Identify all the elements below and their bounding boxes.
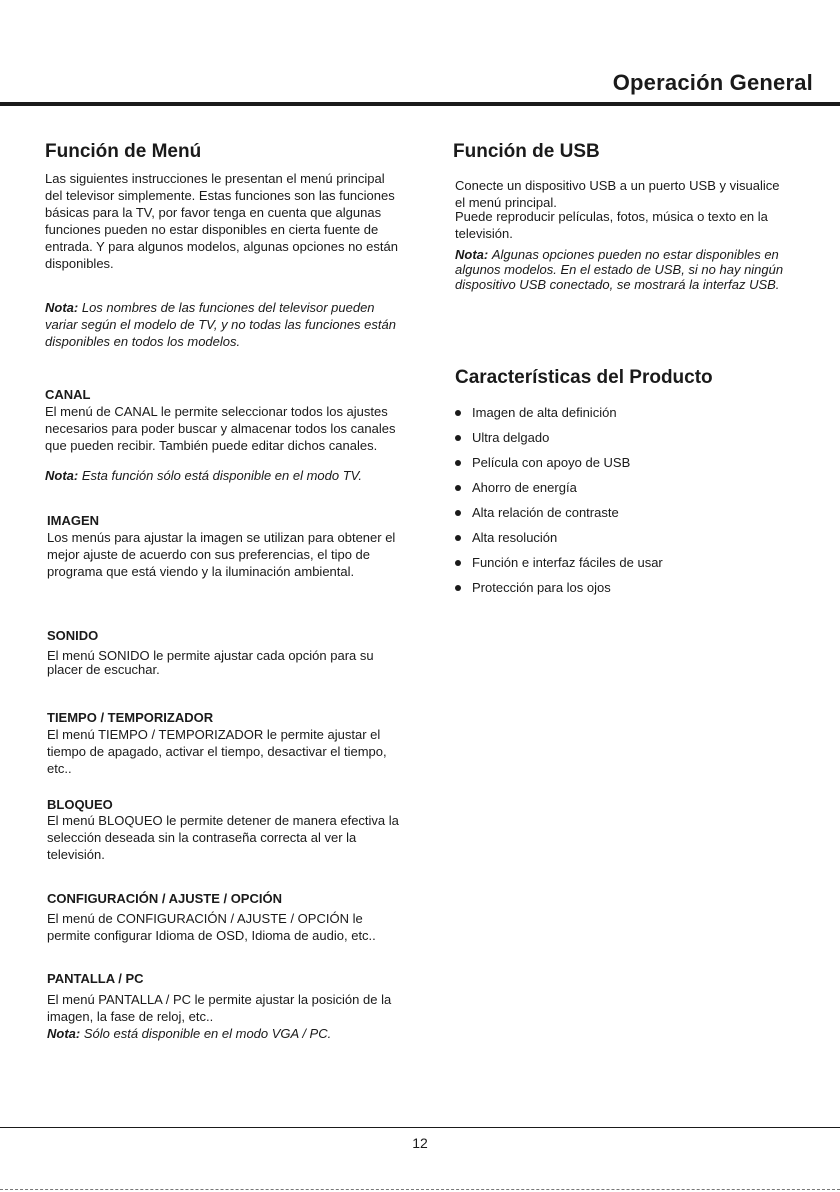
bullet-icon: [455, 460, 461, 466]
list-item: Imagen de alta definición: [455, 404, 663, 429]
imagen-title: IMAGEN: [47, 513, 99, 528]
pantalla-title: PANTALLA / PC: [47, 971, 144, 986]
bullet-icon: [455, 585, 461, 591]
canal-note-label: Nota:: [45, 468, 79, 483]
bullet-icon: [455, 485, 461, 491]
configuracion-title: CONFIGURACIÓN / AJUSTE / OPCIÓN: [47, 891, 282, 906]
list-item: Película con apoyo de USB: [455, 454, 663, 479]
usb-text-2: Puede reproducir películas, fotos, música o texto en la televisión.: [455, 209, 768, 241]
menu-intro: Las siguientes instrucciones le presentan el menú principal del televisor simplemente. Estas funciones son las funciones básicas para la TV, por favor tenga en cuenta que algunas funciones pueden no estar disponibles en cierta fuente de entrada. Y para algunos modelos, algunas opciones no están disponibles.: [45, 171, 398, 271]
usb-note-text: Algunas opciones pueden no estar disponibles en algunos modelos. En el estado de USB, si no hay ningún dispositivo USB conectado, se mostrará la interfaz USB.: [455, 247, 784, 292]
list-item: Ultra delgado: [455, 429, 663, 454]
list-item: Ahorro de energía: [455, 479, 663, 504]
menu-note-text: Los nombres de las funciones del televisor pueden variar según el modelo de TV, y no todas las funciones están disponibles en todos los modelos.: [45, 300, 396, 349]
page-title: Operación General: [612, 70, 813, 95]
bottom-dashed-line: [0, 1189, 840, 1190]
usb-note-label: Nota:: [455, 247, 489, 262]
footer-divider: [0, 1127, 840, 1128]
usb-section-title: Función de USB: [453, 141, 600, 162]
canal-note: [45, 467, 410, 484]
features-list: [455, 404, 663, 604]
list-item: Protección para los ojos: [455, 579, 663, 604]
menu-note: [45, 299, 405, 350]
canal-title: CANAL: [45, 387, 91, 402]
page-number: 12: [412, 1135, 428, 1151]
list-item: Alta resolución: [455, 529, 663, 554]
tiempo-text: El menú TIEMPO / TEMPORIZADOR le permite ajustar el tiempo de apagado, activar el tiempo, desactivar el tiempo, etc..: [47, 727, 387, 776]
menu-section-title: Función de Menú: [45, 141, 202, 162]
configuracion-text: El menú de CONFIGURACIÓN / AJUSTE / OPCIÓN le permite configurar Idioma de OSD, Idioma de audio, etc..: [47, 911, 376, 943]
bullet-icon: [455, 435, 461, 441]
bullet-icon: [455, 510, 461, 516]
bullet-icon: [455, 535, 461, 541]
menu-note-label: Nota:: [45, 300, 79, 315]
list-item: Alta relación de contraste: [455, 504, 663, 529]
sonido-text: El menú SONIDO le permite ajustar cada opción para su placer de escuchar.: [47, 648, 374, 677]
usb-text-1: Conecte un dispositivo USB a un puerto USB y visualice el menú principal.: [455, 178, 780, 210]
canal-text: El menú de CANAL le permite seleccionar todos los ajustes necesarios para poder buscar y almacenar todos los canales que pueden recibir. También puede editar dichos canales.: [45, 404, 396, 453]
features-section-title: Características del Producto: [455, 367, 713, 388]
sonido-title: SONIDO: [47, 628, 99, 643]
bloqueo-text: El menú BLOQUEO le permite detener de manera efectiva la selección deseada sin la contraseña correcta al ver la televisión.: [47, 813, 399, 862]
canal-note-text: Esta función sólo está disponible en el modo TV.: [81, 468, 362, 483]
tiempo-title: TIEMPO / TEMPORIZADOR: [47, 710, 214, 725]
pantalla-note-label: Nota:: [47, 1026, 81, 1041]
pantalla-text: El menú PANTALLA / PC le permite ajustar la posición de la imagen, la fase de reloj, etc..: [47, 992, 392, 1024]
bullet-icon: [455, 410, 461, 416]
bullet-icon: [455, 560, 461, 566]
header-divider: [0, 102, 840, 106]
list-item: Función e interfaz fáciles de usar: [455, 554, 663, 579]
usb-note: [455, 247, 790, 292]
pantalla-note-text: Sólo está disponible en el modo VGA / PC.: [83, 1026, 332, 1041]
bloqueo-title: BLOQUEO: [47, 797, 113, 812]
imagen-text: Los menús para ajustar la imagen se utilizan para obtener el mejor ajuste de acuerdo con sus preferencias, el tipo de programa que está viendo y la iluminación ambiental.: [47, 530, 396, 579]
pantalla-note: [47, 1025, 407, 1042]
